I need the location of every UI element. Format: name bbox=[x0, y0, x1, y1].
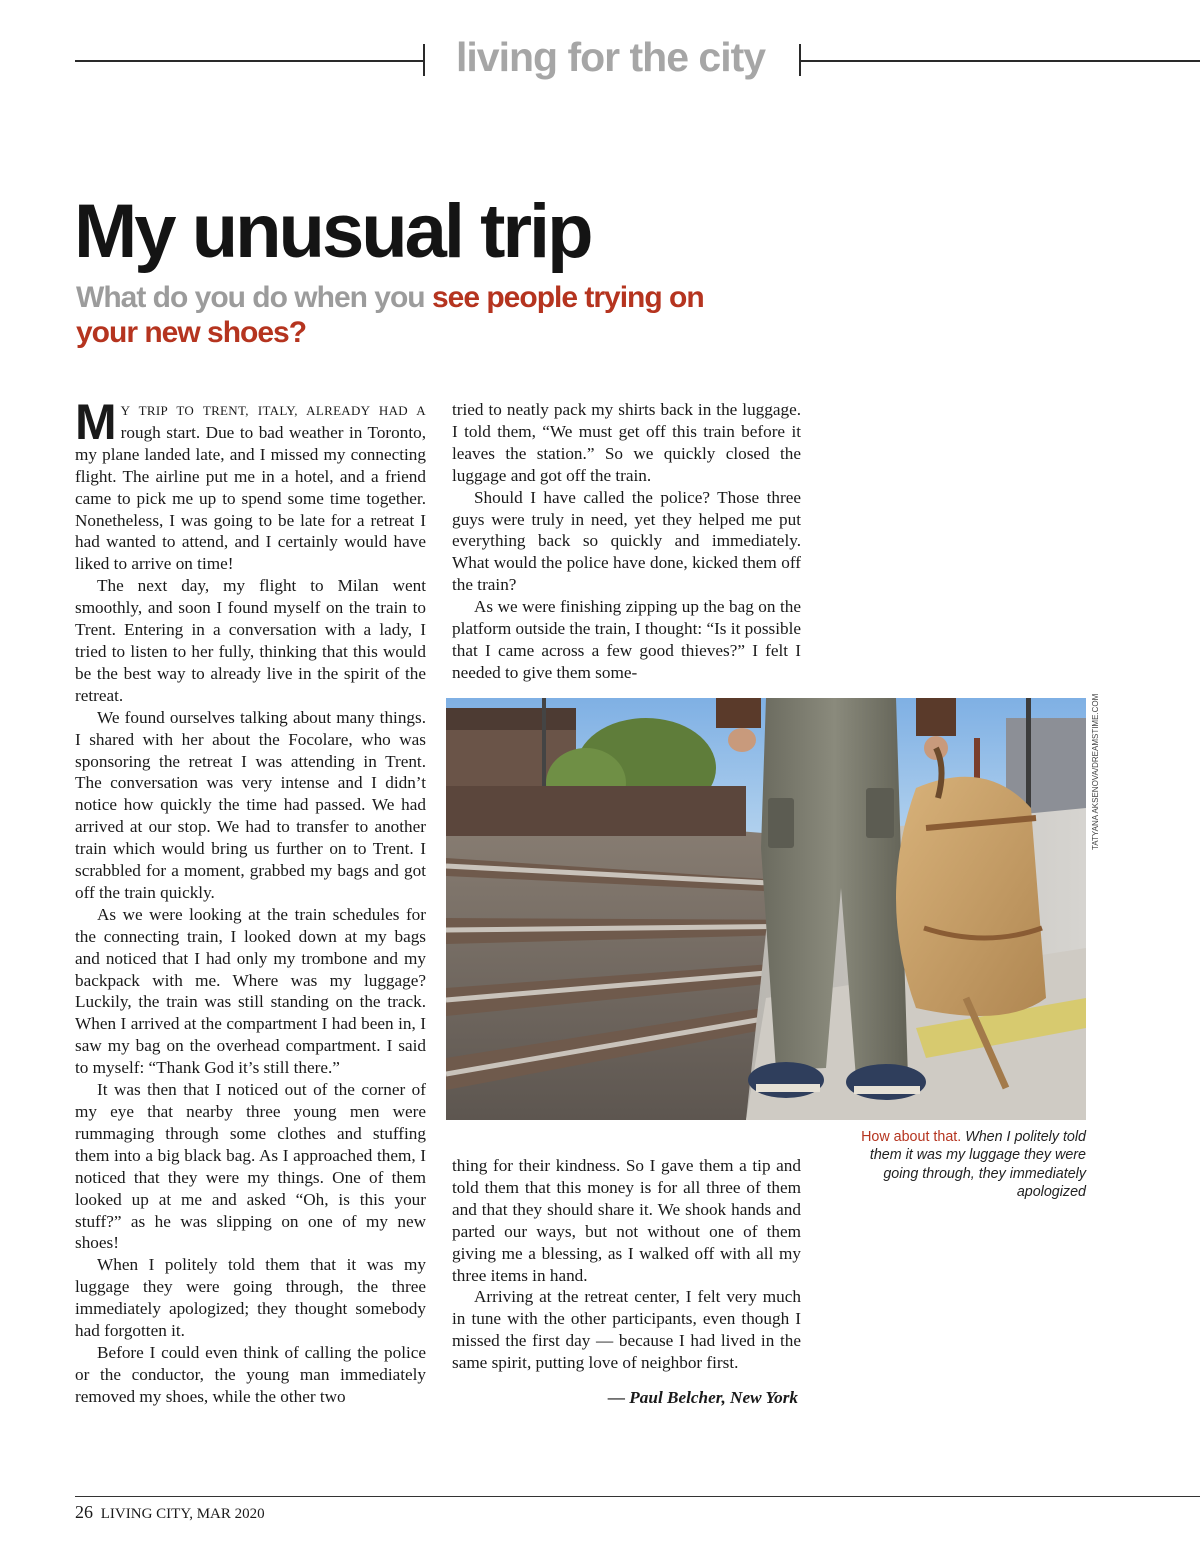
body-paragraph: Arriving at the retreat center, I felt very much in tune with the other participants, even though I missed the first day — because I had lived in the same spirit, putting love of neighbor first. bbox=[452, 1287, 801, 1373]
footer-rule bbox=[75, 1496, 1200, 1497]
body-paragraph: It was then that I noticed out of the corner of my eye that nearby three young men were rummaging through some clothes and stuffing them into a big black bag. As I approached them, I noticed that they were my things. One of them looked up at me and asked “Oh, is this your stuff?” as he was slipping on one of my new shoes! bbox=[75, 1080, 426, 1253]
body-paragraph: The next day, my flight to Milan went smoothly, and soon I found myself on the train to Trent. Entering in a conversation with a lady, I tried to listen to her fully, thinking that this would be the best way to already live in the spirit of the retreat. bbox=[75, 576, 426, 705]
caption-lead: How about that. bbox=[861, 1129, 966, 1145]
body-paragraph: As we were finishing zipping up the bag on the platform outside the train, I thought: “Is it possible that I came across a few good thieves?” I felt I needed to give them some- bbox=[452, 597, 801, 682]
opening-smallcaps: Y TRIP TO TRENT, ITALY, ALREADY HAD A bbox=[120, 403, 426, 418]
subtitle-highlight: see people trying on your new shoes? bbox=[76, 281, 704, 349]
header-rule-right bbox=[801, 60, 1200, 62]
opening-paragraph bbox=[75, 394, 426, 575]
body-paragraph: Should I have called the police? Those three guys were truly in need, yet they helped me put everything back so quickly and immediately. What would the police have done, kicked them off the train? bbox=[452, 487, 801, 595]
body-paragraph: We found ourselves talking about many things. I shared with her about the Focolare, who was sponsoring the retreat I was attending in Trent. The conversation was very intense and I didn’t notice how quickly the time had passed. We had arrived at our stop. We had to transfer to another train which would bring us further on to Trent. I scrabbled for a moment, grabbed my bags and got off the train quickly. bbox=[75, 707, 426, 902]
article-column-2-lower bbox=[452, 1155, 801, 1374]
drop-cap: M bbox=[75, 394, 117, 450]
header-tick-left bbox=[423, 44, 425, 76]
photo-caption bbox=[846, 1128, 1086, 1201]
body-paragraph: Before I could even think of calling the police or the conductor, the young man immediately removed my shoes, while the other two bbox=[75, 1342, 426, 1406]
body-paragraph-continued: thing for their kindness. So I gave them a tip and told them that this money is for all three of them and that they should share it. We shook hands and parted our ways, but not without one of them giving me a blessing, as I walked off with all my three items in hand. bbox=[452, 1156, 801, 1285]
article-title: My unusual trip bbox=[74, 189, 591, 274]
opening-text: rough start. Due to bad weather in Toronto, my plane landed late, and I missed my connecting flight. The airline put me in a hotel, and a friend came to pick me up to spend some time together. Nonetheless, I was going to be late for a retreat I had wanted to attend, and I certainly would have liked to arrive on time! bbox=[75, 422, 426, 574]
train-platform-illustration bbox=[446, 698, 1086, 1120]
caption-text: When I politely told them it was my luggage they were going through, they immediately apologized bbox=[869, 1129, 1086, 1200]
publication-info: LIVING CITY, MAR 2020 bbox=[100, 1506, 265, 1522]
body-paragraph: As we were looking at the train schedules for the connecting train, I looked down at my bags and noticed that I had only my trombone and my backpack with me. Where was my luggage? Luckily, the train was still standing on the track. When I arrived at the compartment I had been in, I saw my bag on the overhead compartment. I said to myself: “Thank God it’s still there.” bbox=[75, 904, 426, 1078]
article-photo bbox=[446, 698, 1086, 1120]
article-column-2-upper bbox=[452, 399, 801, 684]
subtitle-lead: What do you do when you bbox=[76, 281, 432, 314]
header-rule-left bbox=[75, 60, 423, 62]
photo-credit: TATYANA AKSENOVA/DREAMSTIME.COM bbox=[1091, 693, 1100, 850]
author-signature: — Paul Belcher, New York bbox=[607, 1388, 798, 1407]
article-column-1 bbox=[75, 394, 426, 1408]
page-number: 26 bbox=[75, 1502, 93, 1522]
body-paragraph: When I politely told them that it was my luggage they were going through, the three immediately apologized; they thought somebody had forgotten it. bbox=[75, 1255, 426, 1341]
section-title: living for the city bbox=[456, 34, 766, 80]
page-footer bbox=[75, 1502, 265, 1523]
article-subtitle bbox=[76, 280, 716, 350]
body-paragraph-continued: tried to neatly pack my shirts back in the luggage. I told them, “We must get off this train before it leaves the station.” So we quickly closed the luggage and got off the train. bbox=[452, 400, 801, 485]
